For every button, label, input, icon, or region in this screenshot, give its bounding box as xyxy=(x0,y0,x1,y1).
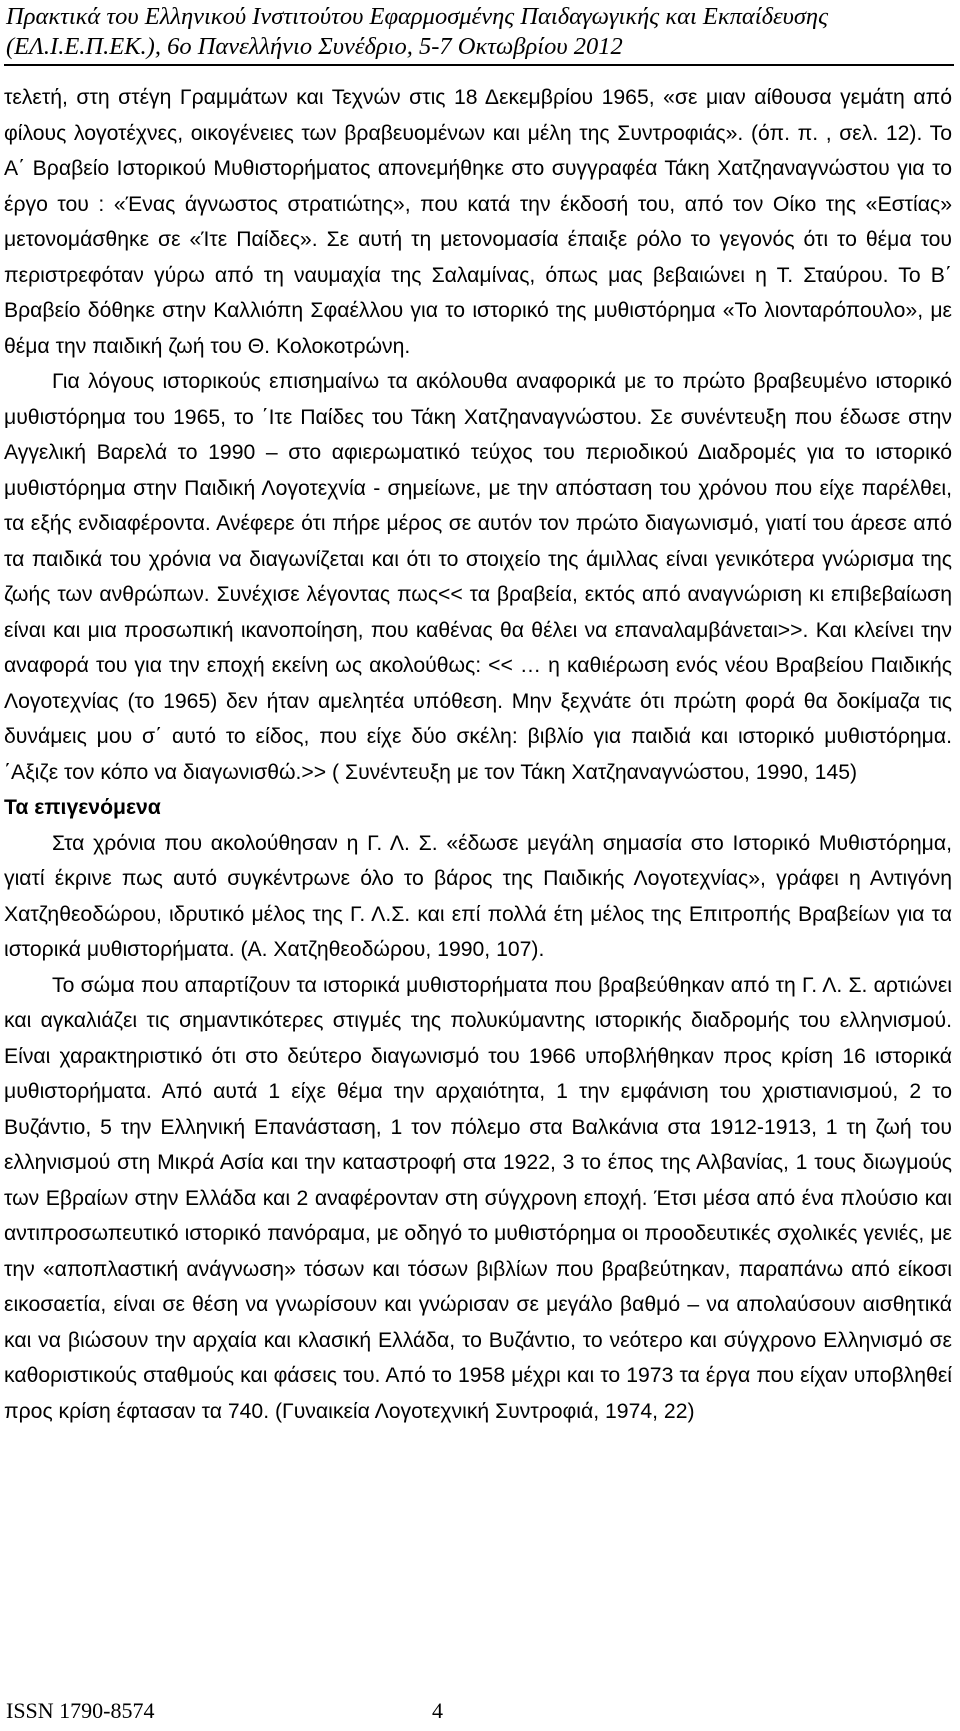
section-heading: Τα επιγενόμενα xyxy=(4,796,161,819)
main-text xyxy=(4,80,952,1429)
paragraph-awarded-novels: Το σώμα που απαρτίζουν τα ιστορικά μυθιστορήματα που βραβεύθηκαν από τη Γ. Λ. Σ. αρτιώνει και αγκαλιάζει τις σημαντικότερες στιγμές της πολυκύμαντης ιστορικής διαδρομής του ελληνισμού. Είναι χαρακτηριστικό ότι στο δεύτερο διαγωνισμό του 1966 υποβλήθηκαν προς κρίση 16 ιστορικά μυθιστορήματα. Από αυτά 1 είχε θέμα την αρχαιότητα, 1 την εμφάνιση του χριστιανισμού, 2 το Βυζάντιο, 5 την Ελληνική Επανάσταση, 1 τον πόλεμο στα Βαλκάνια στα 1912-1913, 1 τη ζωή του ελληνισμού στη Μικρά Ασία και την καταστροφή στα 1922, 3 το έπος της Αλβανίας, 1 τους διωγμούς των Εβραίων στην Ελλάδα και 2 αναφέρονταν στη σύγχρονη εποχή. Έτσι μέσα από ένα πλούσιο και αντιπροσωπευτικό ιστορικό πανόραμα, με οδηγό το μυθιστόρημα οι προοδευτικές σχολικές γενιές, με την «αποπλαστική ανάγνωση» τόσων και τόσων βιβλίων που βραβεύτηκαν, παραπάνω από είκοσι εικοσαετία, είναι σε θέση να γνωρίσουν και γνώρισαν σε μεγάλο βαθμό – να απολαύσουν αισθητικά και να βιώσουν την αρχαία και κλασική Ελλάδα, το Βυζάντιο, το νεότερο και σύγχρονο Ελληνισμό σε καθοριστικούς σταθμούς και φάσεις του. Από το 1958 μέχρι και το 1973 τα έργα που είχαν υποβληθεί προς κρίση έφτασαν τα 740. (Γυναικεία Λογοτεχνική Συντροφιά, 1974, 22) xyxy=(4,973,952,1423)
paragraph-aftermath: Στα χρόνια που ακολούθησαν η Γ. Λ. Σ. «έδωσε μεγάλη σημασία στο Ιστορικό Μυθιστόρημα, γιατί έκρινε πως αυτό συγκέντρωνε όλο το βάρος της Παιδικής Λογοτεχνίας», γράφει η Αντιγόνη Χατζηθεοδώρου, ιδρυτικό μέλος της Γ. Λ.Σ. και επί πολλά έτη μέλος της Επιτροπής Βραβείων για τα ιστορικά μυθιστορήματα. (Α. Χατζηθεοδώρου, 1990, 107). xyxy=(4,831,952,961)
page-number: 4 xyxy=(432,1698,443,1723)
header-line-2: (ΕΛ.Ι.Ε.Π.ΕΚ.), 6ο Πανελλήνιο Συνέδριο, 5-7 Οκτωβρίου 2012 xyxy=(6,33,623,60)
header-line-1: Πρακτικά του Ελληνικού Ινστιτούτου Εφαρμοσμένης Παιδαγωγικής και Εκπαίδευσης xyxy=(6,3,829,30)
issn-label: ISSN 1790-8574 xyxy=(6,1698,155,1723)
running-header xyxy=(6,2,954,62)
header-divider xyxy=(4,64,954,66)
paragraph-first-award-novel: Για λόγους ιστορικούς επισημαίνω τα ακόλουθα αναφορικά με το πρώτο βραβευμένο ιστορικό μυθιστόρημα του 1965, το ΄Ιτε Παίδες του Τάκη Χατζηαναγνώστου. Σε συνέντευξη που έδωσε στην Αγγελική Βαρελά το 1990 – στο αφιερωματικό τεύχος του περιοδικού Διαδρομές για το ιστορικό μυθιστόρημα στην Παιδική Λογοτεχνία - σημείωνε, με την απόσταση του χρόνου που είχε παρέλθει, τα εξής ενδιαφέροντα. Ανέφερε ότι πήρε μέρος σε αυτόν τον πρώτο διαγωνισμό, γιατί του άρεσε από τα παιδικά του χρόνια να διαγωνίζεται και ότι το στοιχείο της άμιλλας είναι γενικότερα γνώρισμα της ζωής των ανθρώπων. Συνέχισε λέγοντας πως<< τα βραβεία, εκτός από αναγνώριση κι επιβεβαίωση είναι και μια προσωπική ικανοποίηση, που καθένας θα θέλει να επαναλαμβάνεται>>. Και κλείνει την αναφορά του για την εποχή εκείνη ως ακολούθως: << … η καθιέρωση ενός νέου Βραβείου Παιδικής Λογοτεχνίας (το 1965) δεν ήταν αμελητέα υπόθεση. Μην ξεχνάτε ότι πρώτη φορά θα δοκίμαζα τις δυνάμεις μου σ΄ αυτό το είδος, που είχε δύο σκέλη: βιβλίο για παιδιά και ιστορικό μυθιστόρημα. ΄Αξιζε τον κόπο να διαγωνισθώ.>> ( Συνέντευξη με τον Τάκη Χατζηαναγνώστου, 1990, 145) xyxy=(4,370,952,784)
paragraph-award-ceremony: τελετή, στη στέγη Γραμμάτων και Τεχνών στις 18 Δεκεμβρίου 1965, «σε μιαν αίθουσα γεμάτη από φίλους λογοτέχνες, οικογένειες των βραβευομένων και μέλη της Συντροφιάς». (όπ. π. , σελ. 12). Το Α΄ Βραβείο Ιστορικού Μυθιστορήματος απονεμήθηκε στο συγγραφέα Τάκη Χατζηαναγνώστου για το έργο του : «Ένας άγνωστος στρατιώτης», που κατά την έκδοσή του, από τον Οίκο της «Εστίας» μετονομάσθηκε σε «Ίτε Παίδες». Σε αυτή τη μετονομασία έπαιξε ρόλο το γεγονός ότι το θέμα του περιστρεφόταν γύρω από τη ναυμαχία της Σαλαμίνας, όπως μας βεβαιώνει η Τ. Σταύρου. Το Β΄ Βραβείο δόθηκε στην Καλλιόπη Σφαέλλου για το ιστορικό της μυθιστόρημα «Το λιονταρόπουλο», με θέμα την παιδική ζωή του Θ. Κολοκοτρώνη. xyxy=(4,86,952,358)
